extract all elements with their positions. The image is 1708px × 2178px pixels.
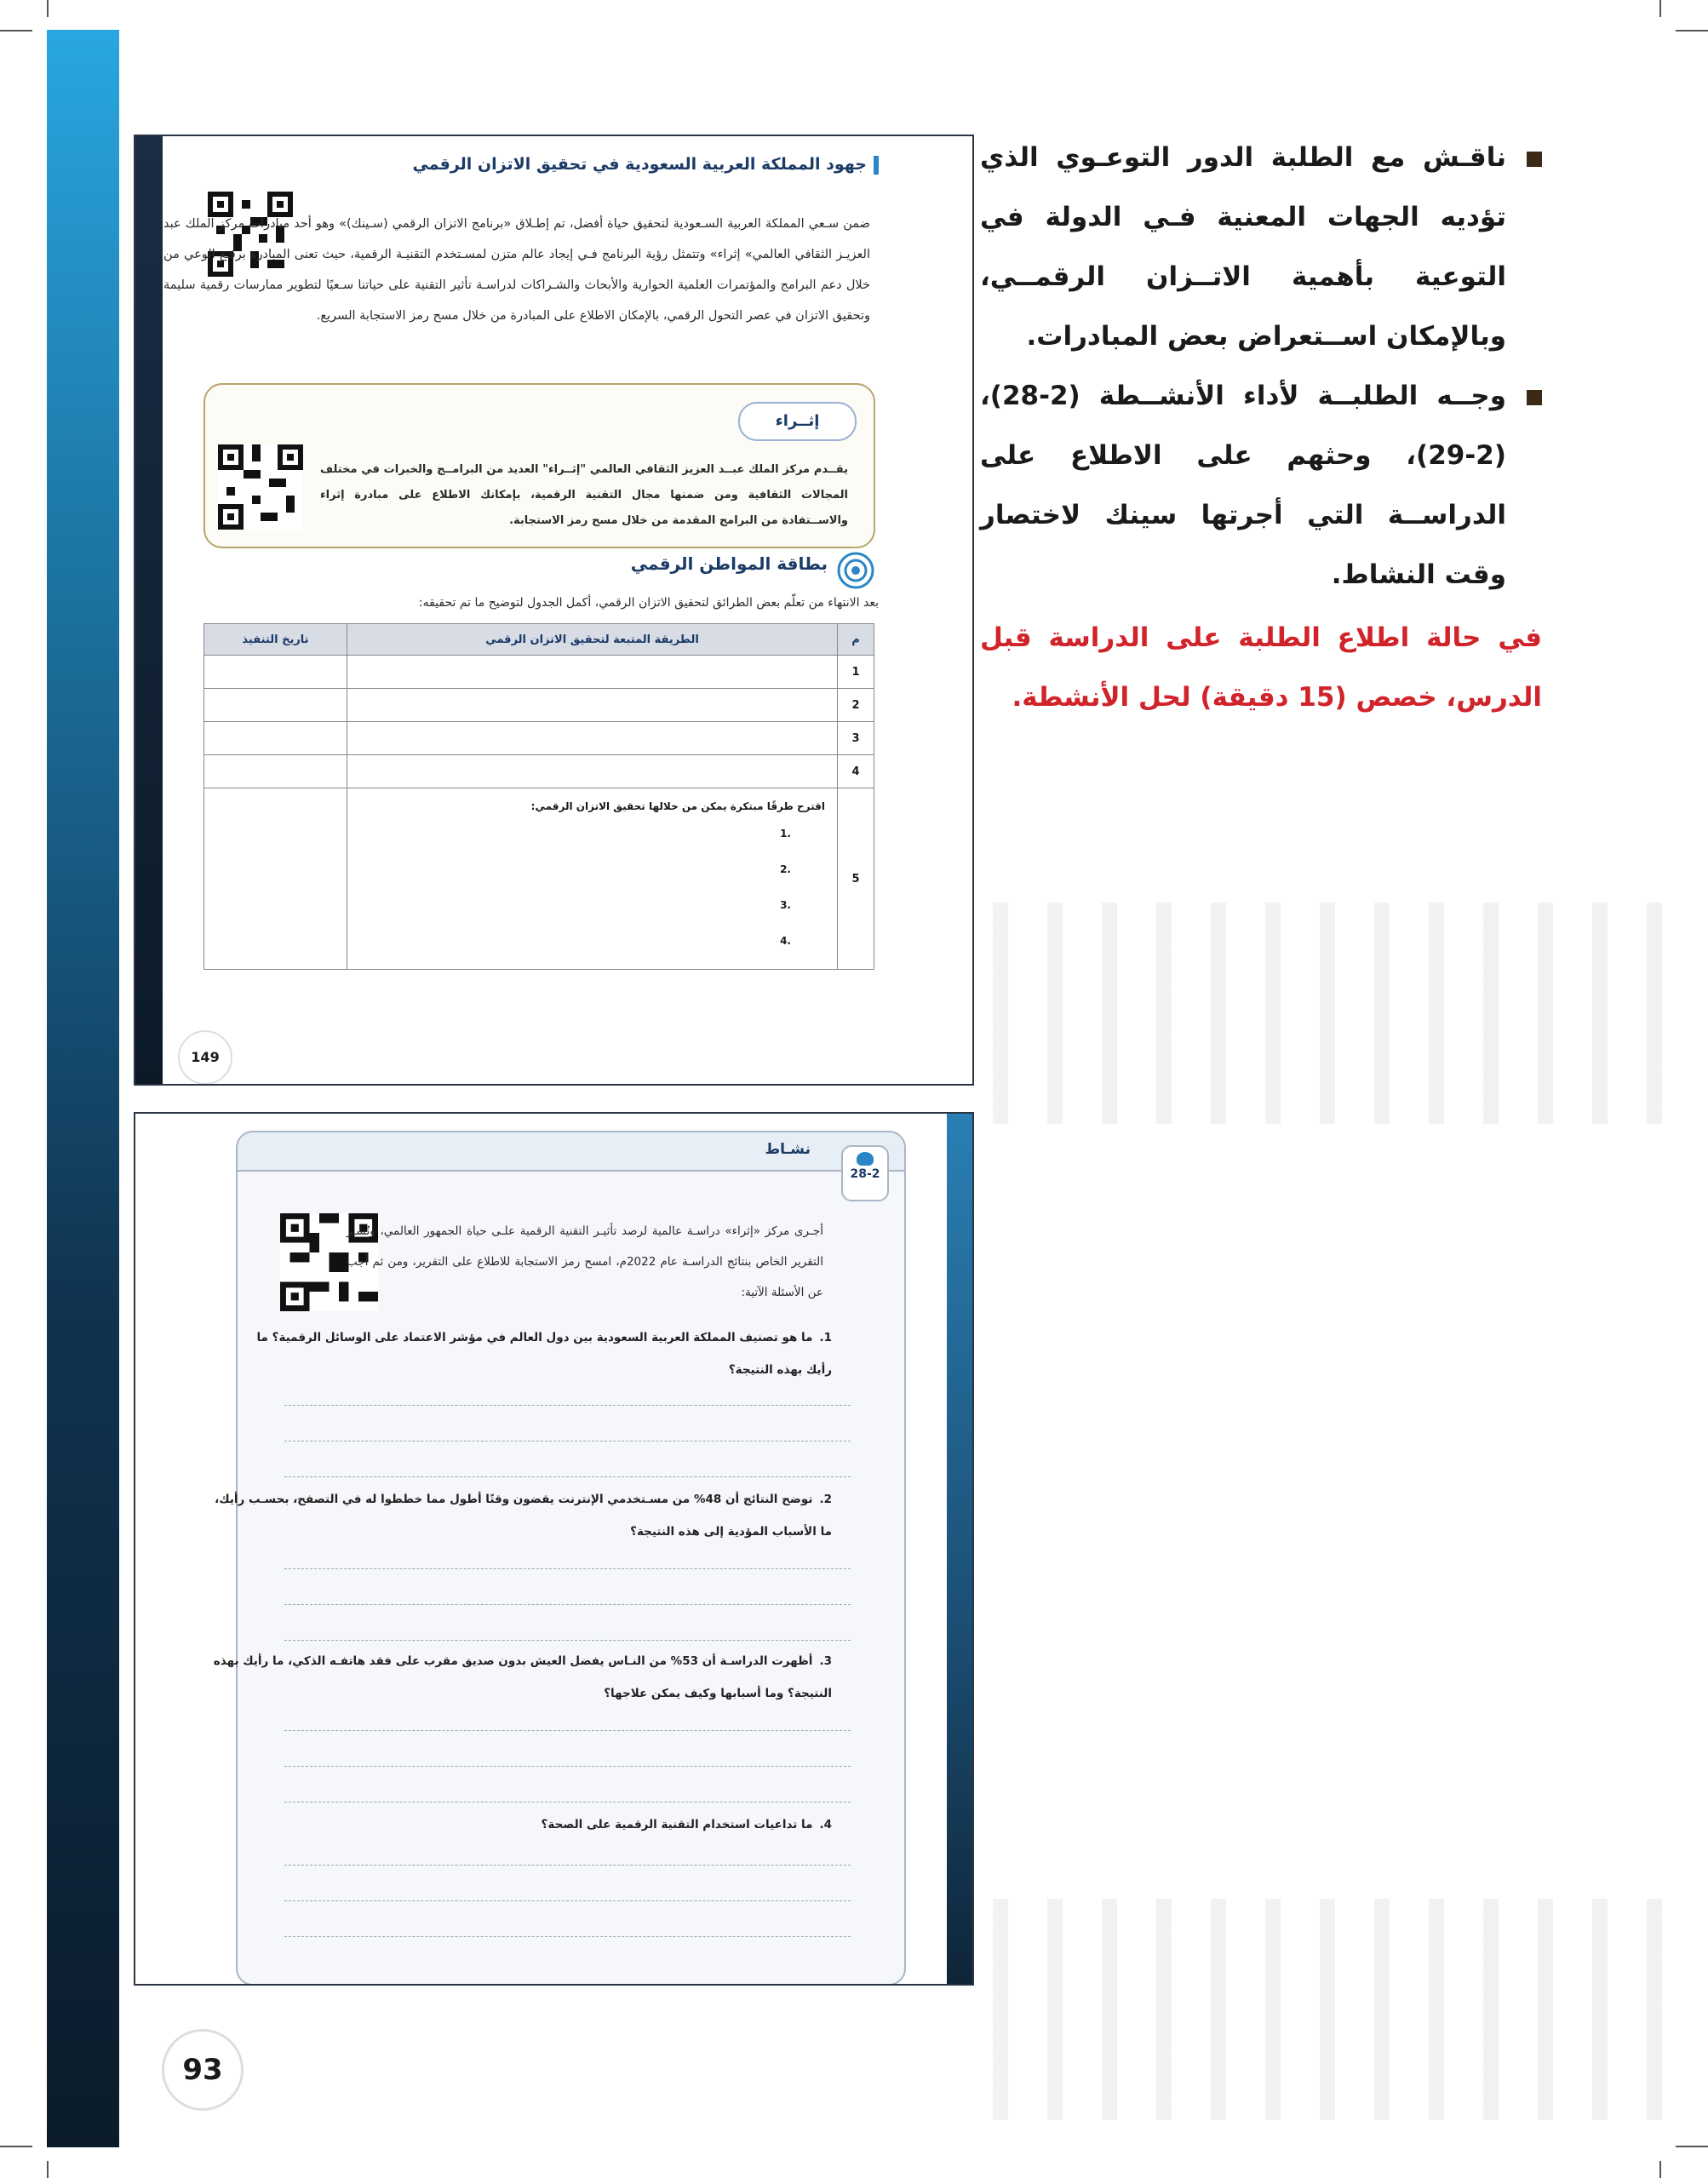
ithraa-text: يقــدم مركز الملك عبــد العزيز الثقافي العالمي "إثــراء" العديد من البرامــج والخبرات في مختلف المجالات الثقافية ومن ضمنها مجال التقنية الرقمية، بإمكانك الاطلاع على مبادرة إثراء والاســتفادة من البرامج المقدمة من خلال مسح رمز الاستجابة. xyxy=(320,463,848,527)
date-cell[interactable] xyxy=(204,689,347,722)
question-2: 2.توضح النتائج أن 48% من مسـتخدمي الإنترنت يقضون وقتًا أطول مما خططوا له في التصفح، بحسـب رأيك، ما الأسباب المؤدية إلى هذه النتيجة؟ xyxy=(215,1493,832,1539)
activity-header xyxy=(238,1132,904,1172)
crop-mark xyxy=(1659,2161,1661,2178)
instruction-bullet-2: وجــه الطلبــة لأداء الأنشــطة (2-28)، (2-29)، وحثهم على الاطلاع على الدراســة التي أجرتها سينك لاختصار وقت النشاط. xyxy=(980,366,1542,605)
activity-badge xyxy=(841,1145,889,1201)
ithraa-box xyxy=(203,383,875,548)
answer-line[interactable] xyxy=(284,1730,851,1731)
table-row xyxy=(204,689,874,722)
table-row xyxy=(204,722,874,755)
method-cell[interactable] xyxy=(347,788,838,970)
instruction-bullet-1: ناقـش مع الطلبة الدور التوعـوي الذي تؤديه الجهات المعنية فـي الدولة في التوعية بأهمية الاتــزان الرقمــي، وبالإمكان اســتعراض بعض المبادرات. xyxy=(980,128,1542,366)
table-row xyxy=(204,788,874,970)
crop-mark xyxy=(1676,30,1708,32)
target-touch-icon xyxy=(837,552,874,589)
crop-mark xyxy=(47,0,49,17)
activity-code: 28-2 xyxy=(850,1167,880,1181)
header-method: الطريقة المتبعة لتحقيق الاتزان الرقمي xyxy=(347,624,838,656)
date-cell[interactable] xyxy=(204,755,347,788)
header-date: تاريخ التنفيذ xyxy=(204,624,347,656)
row5-item: 2. xyxy=(780,863,791,875)
section-paragraph: ضمن سـعي المملكة العربية السـعودية لتحقيق حياة أفضل، تم إطـلاق «برنامج الاتزان الرقمي (سـينك)» وهو أحد مبادرات مركز الملك عبد العزيـز الثقافي العالمي» إثراء» وتتمثل رؤية البرنامج فـي إيجاد عالم متزن لمسـتخدم التقنيـة الرقمية، حيث تعنى المبادرة برفـع الوعي من خلال دعم البرامج والمؤتمرات العلمية الحوارية والأبحاث والشـراكات لدراسـة تأثير التقنية على حياتنا سـعيًا لتطوير ممارسات رقمية سليمة وتحقيق الاتزان في عصر التحول الرقمي، بالإمكان الاطلاع على المبادرة من خلال مسح رمز الاستجابة السريع. xyxy=(163,217,870,323)
teacher-instructions xyxy=(980,128,1542,727)
method-cell[interactable] xyxy=(347,722,838,755)
activity-box xyxy=(213,1131,906,1986)
background-pattern xyxy=(993,903,1691,1124)
date-cell[interactable] xyxy=(204,722,347,755)
crop-mark xyxy=(1659,0,1661,17)
page-edge-left xyxy=(135,136,163,1084)
qr-code-icon xyxy=(218,444,303,530)
row5-item: 4. xyxy=(780,935,791,947)
answer-line[interactable] xyxy=(284,1766,851,1767)
answer-line[interactable] xyxy=(284,1802,851,1803)
date-cell[interactable] xyxy=(204,788,347,970)
digital-citizen-table xyxy=(203,623,874,970)
section-title: جهود المملكة العربية السعودية في تحقيق الاتزان الرقمي xyxy=(368,155,879,175)
textbook-activity-page xyxy=(134,1112,974,1986)
textbook-page-149 xyxy=(134,135,974,1086)
question-3: 3.أظهرت الدراسـة أن 53% من النـاس يفضل العيش بدون صديق مقرب على فقد هاتفـه الذكي، ما رأيك بهذه النتيجة؟ وما أسبابها وكيف يمكن علاجها؟ xyxy=(213,1654,832,1700)
table-header-row xyxy=(204,624,874,656)
crop-mark xyxy=(1676,2146,1708,2147)
question-4: 4.ما تداعيات استخدام التقنية الرقمية على الصحة؟ xyxy=(541,1818,832,1831)
date-cell[interactable] xyxy=(204,656,347,689)
card-title: بطاقة المواطن الرقمي xyxy=(630,553,828,574)
answer-line[interactable] xyxy=(284,1568,851,1569)
activity-icon xyxy=(857,1152,874,1166)
answer-line[interactable] xyxy=(284,1405,851,1406)
square-bullet-icon xyxy=(1527,390,1542,405)
inner-page-number: 149 xyxy=(178,1030,232,1085)
method-cell[interactable] xyxy=(347,656,838,689)
ithraa-tag: إثــراء xyxy=(738,402,857,441)
row-number: 1 xyxy=(838,656,874,689)
left-decorative-bar xyxy=(47,30,119,2147)
crop-mark xyxy=(0,30,32,32)
answer-line[interactable] xyxy=(284,1640,851,1641)
instruction-note: في حالة اطلاع الطلبة على الدراسة قبل الدرس، خصص (15 دقيقة) لحل الأنشطة. xyxy=(980,622,1542,713)
row-number: 2 xyxy=(838,689,874,722)
page-edge-right xyxy=(947,1114,972,1984)
method-cell[interactable] xyxy=(347,689,838,722)
question-1: 1.ما هو تصنيف المملكة العربية السعودية بين دول العالم في مؤشر الاعتماد على الوسائل الرقمية؟ ما رأيك بهذه النتيجة؟ xyxy=(256,1331,832,1377)
title-marker-icon xyxy=(874,156,879,175)
row-number: 4 xyxy=(838,755,874,788)
method-cell[interactable] xyxy=(347,755,838,788)
answer-line[interactable] xyxy=(284,1476,851,1477)
page-number: 93 xyxy=(162,2029,244,2111)
row5-prompt: اقترح طرقًا مبتكرة يمكن من خلالها تحقيق الاتزان الرقمي: xyxy=(530,800,825,812)
answer-line[interactable] xyxy=(284,1900,851,1901)
answer-line[interactable] xyxy=(284,1604,851,1605)
row5-item: 3. xyxy=(780,899,791,911)
row-number: 5 xyxy=(838,788,874,970)
background-pattern xyxy=(993,1899,1691,2120)
header-num: م xyxy=(838,624,874,656)
row-number: 3 xyxy=(838,722,874,755)
row5-item: 1. xyxy=(780,828,791,840)
square-bullet-icon xyxy=(1527,152,1542,167)
answer-line[interactable] xyxy=(284,1865,851,1866)
table-row xyxy=(204,656,874,689)
table-row xyxy=(204,755,874,788)
card-intro: بعد الانتهاء من تعلّم بعض الطرائق لتحقيق الاتزان الرقمي، أكمل الجدول لتوضيح ما تم تحقيقه: xyxy=(418,596,879,610)
activity-label: نشـاط xyxy=(765,1141,811,1158)
crop-mark xyxy=(0,2146,32,2147)
crop-mark xyxy=(47,2161,49,2178)
answer-line[interactable] xyxy=(284,1936,851,1937)
activity-intro: أجـرى مركز «إثراء» دراسـة عالمية لرصد تأثيـر التقنية الرقمية علـى حياة الجمهور العالمي، ونُشـر التقرير الخاص بنتائج الدراسـة عام 2022م، امسح رمز الاستجابة للاطلاع على التقرير، ومن ثم أجب عن الأسئلة الآتية: xyxy=(347,1224,823,1299)
